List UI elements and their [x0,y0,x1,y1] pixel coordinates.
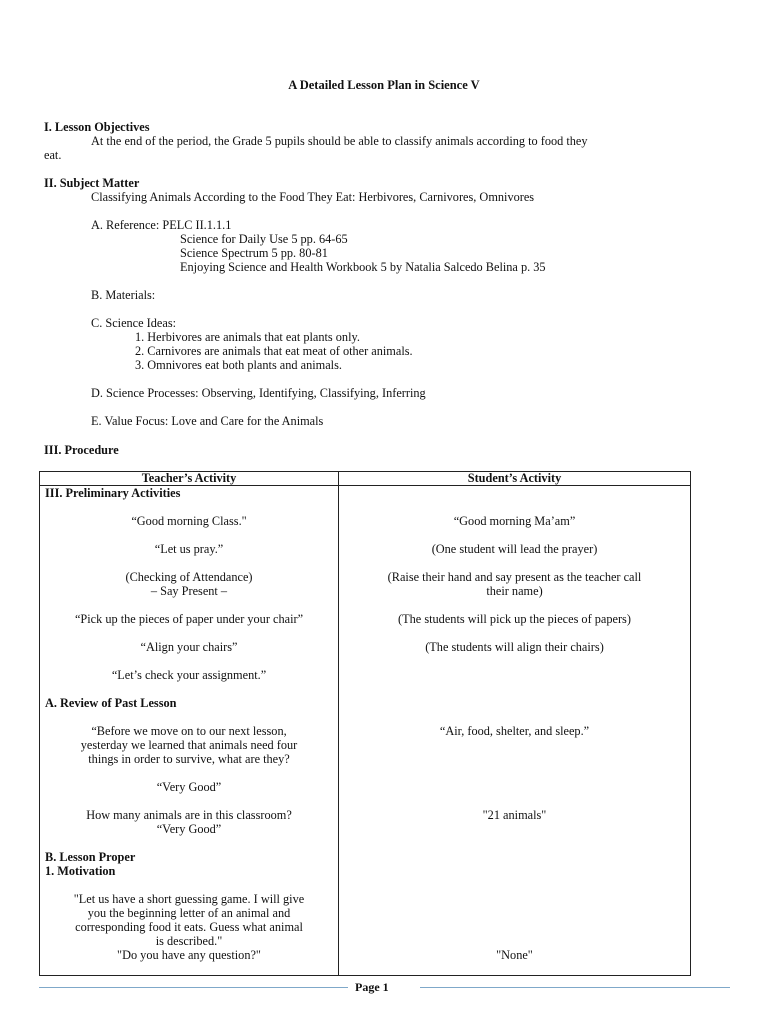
reference-item: Science Spectrum 5 pp. 80-81 [180,246,328,260]
subject-topic: Classifying Animals According to the Food They Eat: Herbivores, Carnivores, Omnivores [91,190,535,204]
student-activity-cell [339,486,691,976]
procedure-table-row [40,486,691,976]
teacher-attendance-say-present: – Say Present – [150,584,228,598]
teacher-align-chairs: “Align your chairs” [140,640,238,654]
student-align-chairs: (The students will align their chairs) [425,640,604,654]
teacher-guessing-game: is described." [155,934,223,948]
motivation-heading: 1. Motivation [45,864,116,878]
student-activity-header: Student’s Activity [339,472,691,486]
materials-label: B. Materials: [91,288,156,302]
science-idea-item: 3. Omnivores eat both plants and animals. [135,358,342,372]
teacher-very-good: “Very Good” [156,822,222,836]
objectives-text-line2: eat. [44,148,62,162]
teacher-guessing-game: "Let us have a short guessing game. I will give [73,892,305,906]
teacher-how-many: How many animals are in this classroom? [86,808,292,822]
student-review-answer: “Air, food, shelter, and sleep.” [439,724,590,738]
page-number: Page 1 [355,980,389,994]
procedure-table [39,471,691,976]
student-pick-paper: (The students will pick up the pieces of papers) [398,612,631,626]
science-ideas-label: C. Science Ideas: [91,316,177,330]
teacher-check-assignment: “Let’s check your assignment.” [111,668,267,682]
teacher-prayer: “Let us pray.” [154,542,224,556]
science-processes: D. Science Processes: Observing, Identifying, Classifying, Inferring [91,386,426,400]
teacher-review-question: “Before we move on to our next lesson, [91,724,287,738]
reference-item: Science for Daily Use 5 pp. 64-65 [180,232,348,246]
procedure-heading: III. Procedure [44,443,119,457]
teacher-attendance: (Checking of Attendance) [125,570,253,584]
teacher-guessing-game: corresponding food it eats. Guess what animal [75,920,303,934]
teacher-activity-header: Teacher’s Activity [40,472,339,486]
student-attendance: their name) [486,584,543,598]
student-greeting: “Good morning Ma’am” [453,514,576,528]
teacher-any-question: "Do you have any question?" [117,948,261,962]
objectives-text-line1: At the end of the period, the Grade 5 pupils should be able to classify animals according to food they [91,134,588,148]
teacher-review-question: yesterday we learned that animals need four [80,738,298,752]
teacher-guessing-game: you the beginning letter of an animal and [87,906,291,920]
reference-item: Enjoying Science and Health Workbook 5 by Natalia Salcedo Belina p. 35 [180,260,546,274]
teacher-pick-paper: “Pick up the pieces of paper under your chair” [74,612,304,626]
teacher-review-question: things in order to survive, what are they? [88,752,290,766]
reference-label: A. Reference: PELC II.1.1.1 [91,218,232,232]
student-prayer: (One student will lead the prayer) [431,542,598,556]
subject-matter-heading: II. Subject Matter [44,176,140,190]
teacher-very-good: “Very Good” [156,780,222,794]
procedure-table-header-row [40,472,691,486]
footer-divider-left [39,987,348,988]
preliminary-activities-heading: III. Preliminary Activities [45,486,181,500]
lesson-proper-heading: B. Lesson Proper [45,850,136,864]
student-none-answer: "None" [496,948,533,962]
review-heading: A. Review of Past Lesson [45,696,177,710]
teacher-activity-cell [40,486,339,976]
science-idea-item: 2. Carnivores are animals that eat meat of other animals. [135,344,413,358]
science-idea-item: 1. Herbivores are animals that eat plants only. [135,330,360,344]
objectives-heading: I. Lesson Objectives [44,120,150,134]
document-title: A Detailed Lesson Plan in Science V [288,78,480,92]
student-attendance: (Raise their hand and say present as the teacher call [387,570,642,584]
value-focus: E. Value Focus: Love and Care for the Animals [91,414,324,428]
student-count-answer: "21 animals" [482,808,547,822]
footer-divider-right [420,987,730,988]
teacher-greeting: “Good morning Class." [131,514,247,528]
